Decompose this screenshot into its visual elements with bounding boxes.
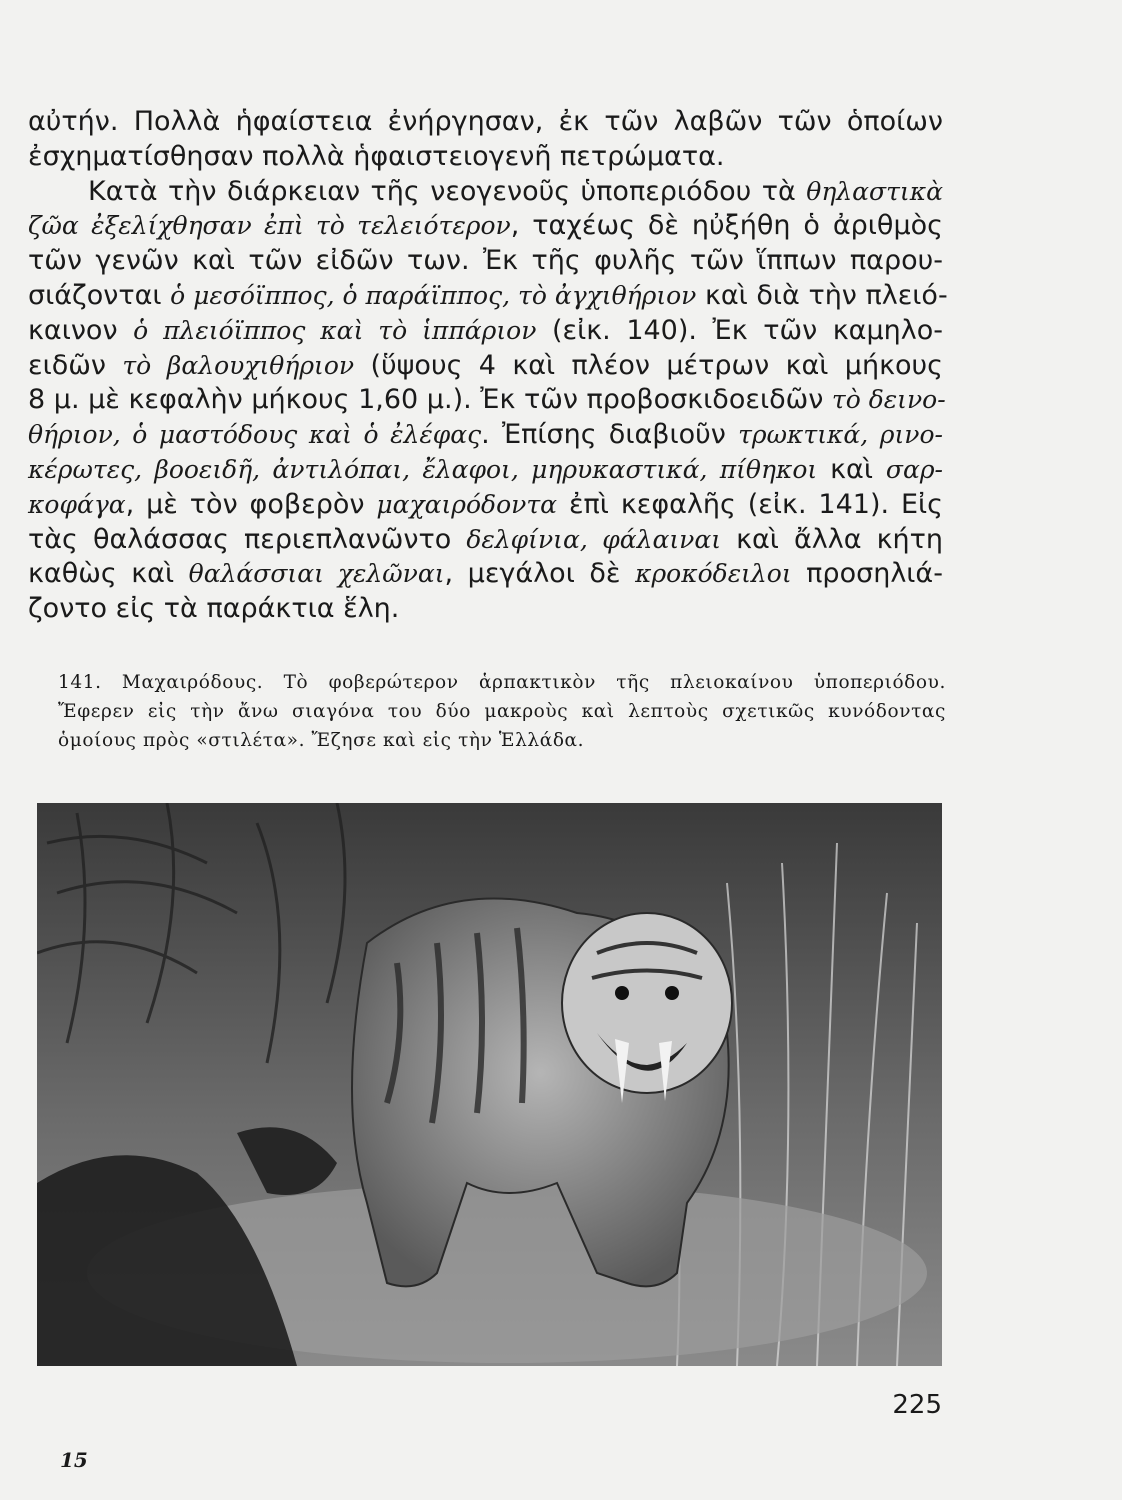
signature-mark: 15 (60, 1448, 88, 1472)
text-line: ἐσχηματίσθησαν πολλὰ ἡφαιστειογενῆ πετρώματα. (28, 140, 725, 172)
text-line: καινον ὁ πλειόϊππος καὶ τὸ ἱππάριον (εἰκ. 140). Ἐκ τῶν καμηλο- (28, 314, 943, 346)
text-line: σιάζονται ὁ μεσόϊππος, ὁ παράϊππος, τὸ ἀγχιθήριον καὶ διὰ τὴν πλειό- (28, 279, 948, 311)
body-text (28, 105, 948, 627)
text-line: τῶν γενῶν καὶ τῶν εἰδῶν των. Ἐκ τῆς φυλῆς τῶν ἵππων παρου- (28, 245, 943, 277)
text-line: ειδῶν τὸ βαλουχιθήριον (ὕψους 4 καὶ πλέον μέτρων καὶ μήκους (28, 349, 943, 381)
illustration-image (37, 803, 942, 1366)
page-number: 225 (892, 1390, 942, 1420)
text-line: θήριον, ὁ μαστόδους καὶ ὁ ἐλέφας. Ἐπίσης διαβιοῦν τρωκτικά, ρινο- (28, 419, 943, 451)
figure-caption (58, 668, 946, 755)
text-line: αὐτήν. Πολλὰ ἡφαίστεια ἐνήργησαν, ἐκ τῶν λαβῶν τῶν ὁποίων (28, 106, 943, 137)
text-line: καθὼς καὶ θαλάσσιαι χελῶναι, μεγάλοι δὲ κροκόδειλοι προσηλιά- (28, 558, 943, 590)
text-line: ζοντο εἰς τὰ παράκτια ἕλη. (28, 593, 400, 625)
caption-line: 141. Μαχαιρόδους. Τὸ φοβερώτερον ἁρπακτικὸν τῆς πλειοκαίνου ὑποπεριόδου. (58, 672, 946, 693)
caption-line: Ἔφερεν εἰς τὴν ἄνω σιαγόνα του δύο μακροὺς καὶ λεπτοὺς σχετικῶς κυνόδοντας (58, 701, 946, 722)
text-line: ζῶα ἐξελίχθησαν ἐπὶ τὸ τελειότερον, ταχέως δὲ ηὐξήθη ὁ ἀριθμὸς (28, 210, 943, 242)
text-line: κοφάγα, μὲ τὸν φοβερὸν μαχαιρόδοντα ἐπὶ κεφαλῆς (εἰκ. 141). Εἰς (28, 488, 944, 520)
text-line: Κατὰ τὴν διάρκειαν τῆς νεογενοῦς ὑποπεριόδου τὰ θηλαστικὰ (88, 175, 943, 207)
caption-line: ὁμοίους πρὸς «στιλέτα». Ἔζησε καὶ εἰς τὴν Ἑλλάδα. (58, 730, 585, 751)
text-line: τὰς θαλάσσας περιεπλανῶντο δελφίνια, φάλαιναι καὶ ἄλλα κήτη (28, 523, 943, 555)
text-line: 8 μ. μὲ κεφαλὴν μήκους 1,60 μ.). Ἐκ τῶν προβοσκιδοειδῶν τὸ δεινο- (28, 384, 946, 416)
text-line: κέρωτες, βοοειδῆ, ἀντιλόπαι, ἔλαφοι, μηρυκαστικά, πίθηκοι καὶ σαρ- (28, 453, 943, 485)
saber-tooth-illustration (37, 803, 942, 1366)
